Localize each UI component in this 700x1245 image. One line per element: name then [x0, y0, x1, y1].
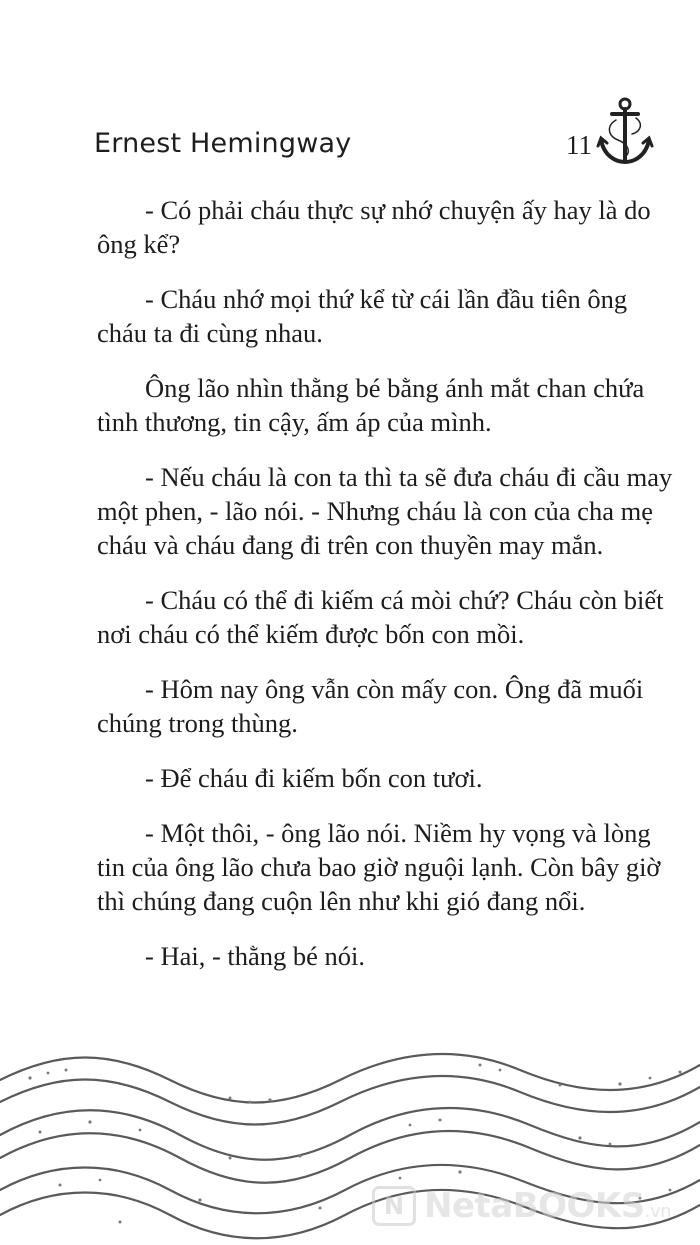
page-number: 11 [566, 130, 592, 160]
paragraph: Ông lão nhìn thằng bé bằng ánh mắt chan chứa tình thương, tin cậy, ấm áp của mình. [97, 373, 645, 437]
paragraph: - Cháu có thể đi kiếm cá mòi chứ? Cháu còn biết nơi cháu có thể kiếm được bốn con mồi. [97, 585, 664, 649]
paragraph: - Một thôi, - ông lão nói. Niềm hy vọng và lòng tin của ông lão chưa bao giờ nguội lạnh. Còn bây giờ thì chúng đang cuộn lên như khi gió đang nổi. [97, 818, 661, 916]
watermark-suffix: .vn [644, 1201, 672, 1222]
watermark-logo: N [372, 1186, 416, 1226]
running-header-author: Ernest Hemingway [94, 128, 352, 159]
paragraph: - Cháu nhớ mọi thứ kể từ cái lần đầu tiên ông cháu ta đi cùng nhau. [97, 284, 628, 348]
watermark-text [424, 1186, 671, 1226]
paragraph: - Nếu cháu là con ta thì ta sẽ đưa cháu đi cầu may một phen, - lão nói. - Nhưng cháu là con của cha mẹ cháu và cháu đang đi trên con thuyền may mắn. [97, 462, 673, 560]
watermark-brand: NetaBOOKS [424, 1186, 645, 1226]
body-text [97, 193, 682, 994]
paragraph: - Hôm nay ông vẫn còn mấy con. Ông đã muối chúng trong thùng. [97, 674, 644, 738]
anchor-icon [596, 96, 654, 168]
paragraph: - Để cháu đi kiếm bốn con tươi. [145, 763, 483, 793]
watermark [372, 1186, 671, 1226]
paragraph: - Hai, - thằng bé nói. [145, 941, 366, 971]
paragraph: - Có phải cháu thực sự nhớ chuyện ấy hay là do ông kể? [97, 195, 651, 259]
